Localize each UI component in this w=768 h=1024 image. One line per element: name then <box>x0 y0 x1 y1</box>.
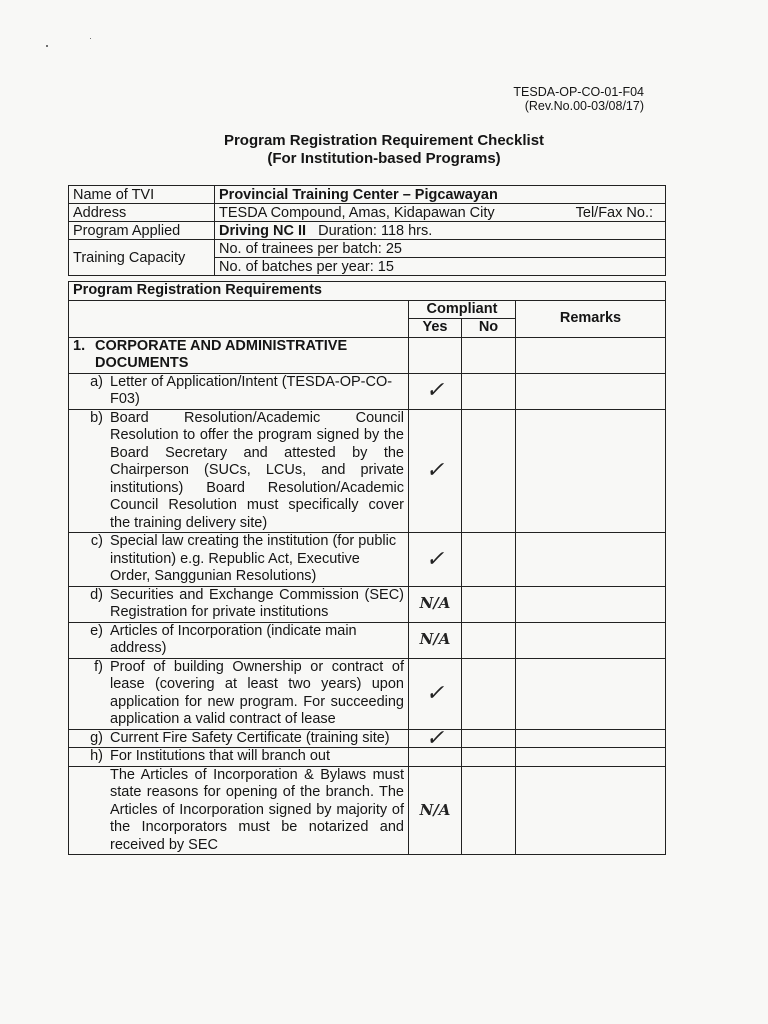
yes-header: Yes <box>409 319 462 338</box>
remarks-cell <box>516 337 666 373</box>
blank-header-cell <box>69 300 409 337</box>
remarks-cell <box>516 586 666 622</box>
address-value: TESDA Compound, Amas, Kidapawan City <box>219 204 495 221</box>
yes-check-mark: ✓ <box>409 373 462 409</box>
requirement-row <box>69 533 666 587</box>
item-text: Securities and Exchange Commission (SEC) Registration for private institutions <box>110 586 404 620</box>
yes-na-mark: N/A <box>409 766 462 855</box>
address-label: Address <box>69 204 215 222</box>
remarks-cell <box>516 533 666 587</box>
program-cell <box>215 222 666 240</box>
yes-na-mark: N/A <box>409 622 462 658</box>
yes-check-mark: ✓ <box>409 658 462 729</box>
document-code: TESDA-OP-CO-01-F04 <box>513 85 644 99</box>
address-cell <box>215 204 666 222</box>
item-letter: a) <box>90 373 103 390</box>
tvi-row <box>69 186 666 204</box>
requirement-cell <box>69 533 409 587</box>
item-letter: e) <box>90 622 103 639</box>
remarks-header: Remarks <box>516 300 666 337</box>
scan-speck <box>90 38 91 39</box>
trainees-text: No. of trainees per batch: 25 <box>215 240 666 258</box>
no-cell <box>462 622 516 658</box>
address-row <box>69 204 666 222</box>
requirement-row <box>69 658 666 729</box>
requirement-cell <box>69 766 409 855</box>
yes-cell <box>409 337 462 373</box>
no-cell <box>462 337 516 373</box>
requirement-cell <box>69 748 409 767</box>
no-cell <box>462 766 516 855</box>
requirement-cell <box>69 729 409 748</box>
capacity-row <box>69 240 666 258</box>
item-text: Proof of building Ownership or contract of lease (covering at least two years) upon application for new program. For succeeding application a valid contract of lease <box>110 658 404 727</box>
item-letter <box>73 767 110 855</box>
page-subtitle: (For Institution-based Programs) <box>267 150 501 167</box>
item-letter: f) <box>94 658 103 675</box>
requirement-row <box>69 586 666 622</box>
document-code-block <box>513 85 644 113</box>
scan-speck <box>46 45 48 47</box>
section-title-text: CORPORATE AND ADMINISTRATIVE DOCUMENTS <box>95 337 348 371</box>
section-title-cell <box>69 337 409 373</box>
item-text: Letter of Application/Intent (TESDA-OP-CO-F03) <box>110 373 393 407</box>
compliant-header-row <box>69 300 666 319</box>
requirement-row <box>69 622 666 658</box>
capacity-label: Training Capacity <box>69 240 215 276</box>
program-value: Driving NC II <box>219 222 307 239</box>
program-info-table <box>68 185 666 276</box>
remarks-cell <box>516 748 666 767</box>
item-letter: g) <box>90 729 103 746</box>
item-text: Board Resolution/Academic Council Resolution to offer the program signed by the Board Secretary and attested by the Chairperson (SUCs, LCUs, and private institutions) Board Resolution/Academic Council Resolution must specifically cover the training delivery site) <box>110 409 404 531</box>
program-label: Program Applied <box>69 222 215 240</box>
requirement-row <box>69 729 666 748</box>
section-number: 1. <box>73 337 86 354</box>
tvi-label: Name of TVI <box>69 186 215 204</box>
item-text: Articles of Incorporation (indicate main address) <box>110 622 357 656</box>
yes-na-mark: N/A <box>409 586 462 622</box>
section-title <box>73 338 404 373</box>
item-letter: h) <box>90 748 103 764</box>
page-title: Program Registration Requirement Checklist <box>223 132 545 149</box>
no-cell <box>462 729 516 748</box>
batches-text: No. of batches per year: 15 <box>215 258 666 276</box>
requirement-cell <box>69 373 409 409</box>
item-letter: d) <box>90 586 103 603</box>
no-header: No <box>462 319 516 338</box>
yes-check-mark: ✓ <box>409 409 462 533</box>
remarks-cell <box>516 729 666 748</box>
requirement-row <box>69 766 666 855</box>
requirement-row <box>69 748 666 767</box>
no-cell <box>462 373 516 409</box>
no-cell <box>462 748 516 767</box>
item-text: Current Fire Safety Certificate (training site) <box>110 729 390 746</box>
remarks-cell <box>516 766 666 855</box>
remarks-cell <box>516 622 666 658</box>
compliant-header: Compliant <box>409 300 516 319</box>
tvi-value: Provincial Training Center – Pigcawayan <box>215 186 666 204</box>
requirement-cell <box>69 586 409 622</box>
document-revision: (Rev.No.00-03/08/17) <box>524 99 644 113</box>
item-text: The Articles of Incorporation & Bylaws must state reasons for opening of the branch. The Articles of Incorporation signed by majority of the Incorporators must be notarized and received by SEC <box>110 766 404 853</box>
remarks-cell <box>516 658 666 729</box>
remarks-cell <box>516 409 666 533</box>
remarks-cell <box>516 373 666 409</box>
no-cell <box>462 586 516 622</box>
requirement-cell <box>69 409 409 533</box>
no-cell <box>462 533 516 587</box>
requirements-heading-row <box>69 282 666 301</box>
duration-text: Duration: 118 hrs. <box>318 222 433 239</box>
requirements-heading: Program Registration Requirements <box>69 282 666 301</box>
yes-check-mark: ✓ <box>409 729 462 748</box>
requirement-cell <box>69 658 409 729</box>
requirement-cell <box>69 622 409 658</box>
no-cell <box>462 658 516 729</box>
program-row <box>69 222 666 240</box>
yes-check-mark: ✓ <box>409 533 462 587</box>
item-letter: c) <box>90 533 103 549</box>
requirements-table <box>68 281 666 855</box>
requirement-row <box>69 373 666 409</box>
section-row <box>69 337 666 373</box>
item-letter: b) <box>90 409 103 426</box>
no-cell <box>462 409 516 533</box>
telfax-label: Tel/Fax No.: <box>575 204 653 221</box>
item-text: Special law creating the institution (for public institution) e.g. Republic Act, Executive Order, Sanggunian Resolutions) <box>110 533 397 584</box>
requirement-row <box>69 409 666 533</box>
item-text: For Institutions that will branch out <box>110 748 331 764</box>
